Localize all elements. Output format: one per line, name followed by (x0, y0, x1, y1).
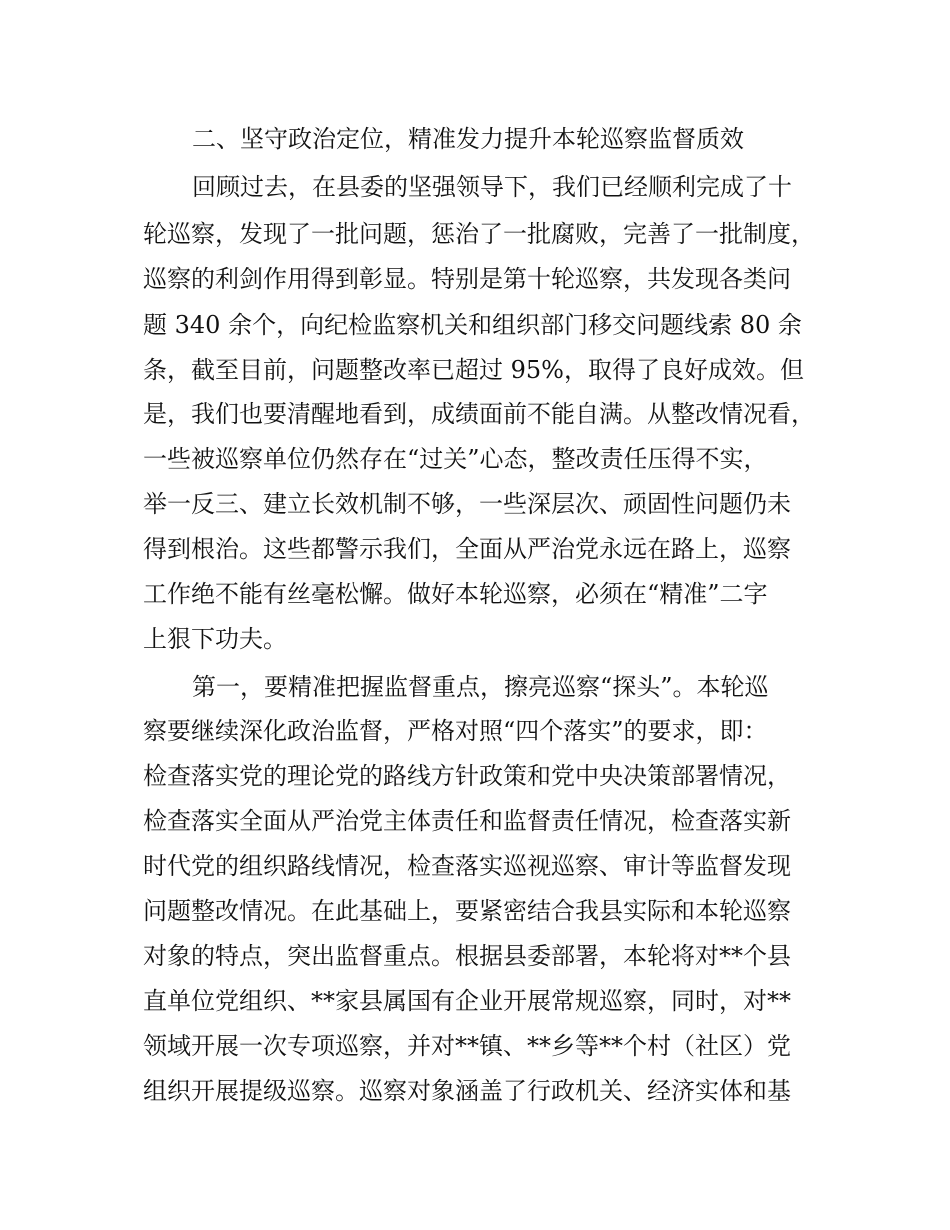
paragraph-2-line: 检查落实党的理论党的路线方针政策和党中央决策部署情况， (143, 762, 791, 790)
paragraph-1-line: 题 340 余个，向纪检监察机关和组织部门移交问题线索 80 余 (143, 311, 802, 339)
paragraph-1-line: 工作绝不能有丝毫松懈。做好本轮巡察，必须在“精准”二字 (143, 580, 768, 608)
section-heading: 二、坚守政治定位，精准发力提升本轮巡察监督质效 (192, 125, 744, 153)
paragraph-1-line: 举一反三、建立长效机制不够，一些深层次、顽固性问题仍未 (143, 490, 791, 518)
paragraph-2-line: 检查落实全面从严治党主体责任和监督责任情况，检查落实新 (143, 807, 791, 835)
paragraph-2-line: 领域开展一次专项巡察，并对**镇、**乡等**个村（社区）党 (143, 1032, 791, 1060)
paragraph-2-line: 察要继续深化政治监督，严格对照“四个落实”的要求，即： (143, 717, 768, 745)
paragraph-1-line: 回顾过去，在县委的坚强领导下，我们已经顺利完成了十 (192, 173, 792, 201)
paragraph-2-line: 第一，要精准把握监督重点，擦亮巡察“探头”。本轮巡 (192, 673, 769, 701)
paragraph-1-line: 得到根治。这些都警示我们，全面从严治党永远在路上，巡察 (143, 535, 791, 563)
paragraph-2-line: 问题整改情况。在此基础上，要紧密结合我县实际和本轮巡察 (143, 897, 791, 925)
paragraph-2-line: 时代党的组织路线情况，检查落实巡视巡察、审计等监督发现 (143, 852, 791, 880)
paragraph-1-line: 是，我们也要清醒地看到，成绩面前不能自满。从整改情况看， (143, 400, 815, 428)
paragraph-1-line: 上狠下功夫。 (143, 625, 287, 653)
paragraph-1-line: 轮巡察，发现了一批问题，惩治了一批腐败，完善了一批制度， (143, 220, 815, 248)
paragraph-1-line: 巡察的利剑作用得到彰显。特别是第十轮巡察，共发现各类问 (143, 265, 791, 293)
paragraph-2-line: 对象的特点，突出监督重点。根据县委部署，本轮将对**个县 (143, 942, 791, 970)
paragraph-1-line: 条，截至目前，问题整改率已超过 95%，取得了良好成效。但 (143, 356, 804, 384)
paragraph-1-line: 一些被巡察单位仍然存在“过关”心态，整改责任压得不实， (143, 445, 768, 473)
paragraph-2-line: 组织开展提级巡察。巡察对象涵盖了行政机关、经济实体和基 (143, 1077, 791, 1105)
paragraph-2-line: 直单位党组织、**家县属国有企业开展常规巡察，同时，对** (143, 987, 791, 1015)
